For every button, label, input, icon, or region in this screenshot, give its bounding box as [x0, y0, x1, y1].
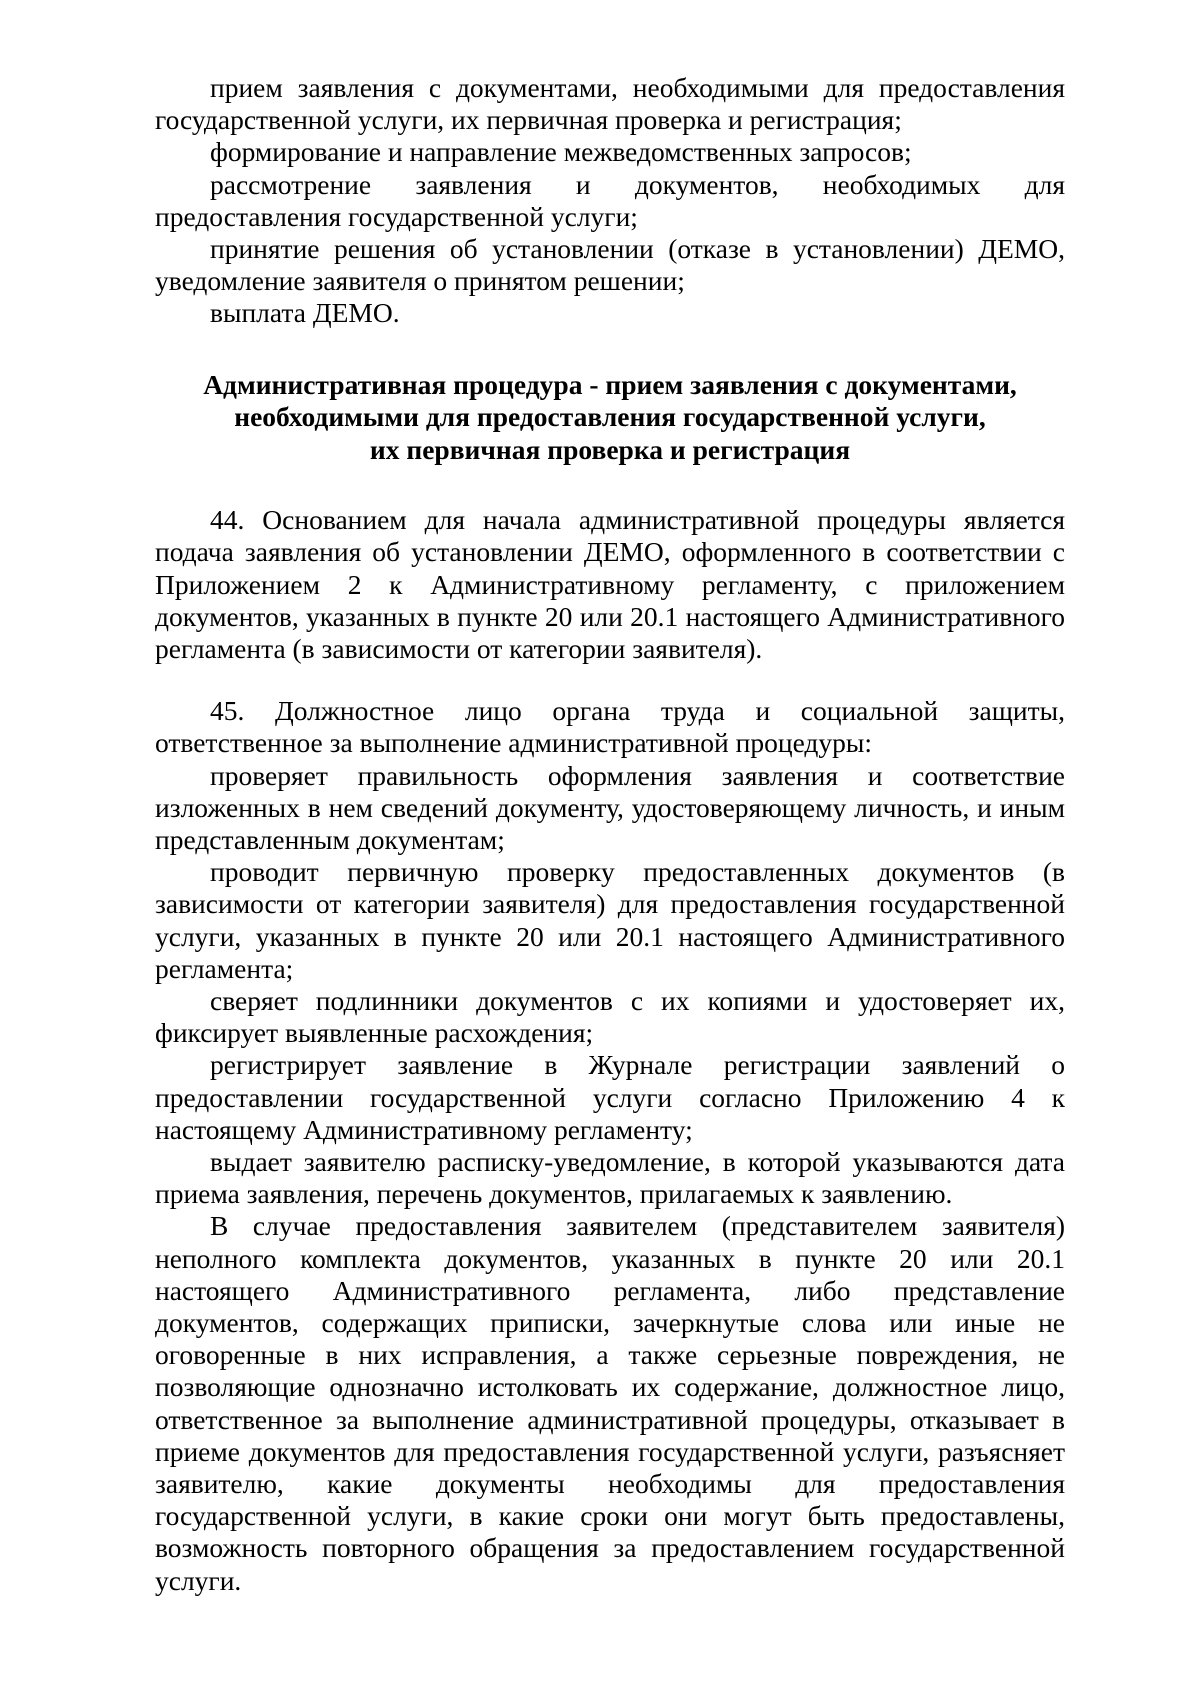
paragraph-45-item: выдает заявителю расписку-уведомление, в которой указываются дата приема заявления, перечень документов, прилагаемых к заявлению. — [155, 1145, 1065, 1210]
paragraph-45-item: регистрирует заявление в Журнале регистрации заявлений о предоставлении государственной услуги согласно Приложению 4 к настоящему Административному регламенту; — [155, 1049, 1065, 1145]
paragraph-45-intro: 45. Должностное лицо органа труда и социальной защиты, ответственное за выполнение административной процедуры: — [155, 695, 1065, 759]
paragraph-45-item: сверяет подлинники документов с их копиями и удостоверяет их, фиксирует выявленные расхождения; — [155, 984, 1065, 1049]
heading-line: необходимыми для предоставления государственной услуги, — [234, 401, 986, 433]
heading-line: их первичная проверка и регистрация — [369, 433, 851, 465]
heading-line: Административная процедура - прием заявления с документами, — [203, 368, 1017, 400]
intro-item: выплата ДЕМО. — [210, 297, 400, 329]
intro-item: принятие решения об установлении (отказе в установлении) ДЕМО, уведомление заявителя о принятом решении; — [155, 233, 1065, 297]
paragraph-45-item: проводит первичную проверку предоставленных документов (в зависимости от категории заявителя) для предоставления государственной услуги, указанных в пункте 20 или 20.1 настоящего Административного регламента; — [155, 856, 1065, 984]
intro-item: рассмотрение заявления и документов, необходимых для предоставления государственной услуги; — [155, 168, 1065, 232]
section-heading — [155, 369, 1065, 467]
paragraph-45-item: проверяет правильность оформления заявления и соответствие изложенных в нем сведений документу, удостоверяющему личность, и иным представленным документам; — [155, 759, 1065, 855]
paragraph-45-refusal: В случае предоставления заявителем (представителем заявителя) неполного комплекта документов, указанных в пункте 20 или 20.1 настоящего Административного регламента, либо представление документов, содержащих приписки, зачеркнутые слова или иные не оговоренные в них исправления, а также серьезные повреждения, не позволяющие однозначно истолковать их содержание, должностное лицо, ответственное за выполнение административной процедуры, отказывает в приеме документов для предоставления государственной услуги, разъясняет заявителю, какие документы необходимы для предоставления государственной услуги, в какие сроки они могут быть предоставлены, возможность повторного обращения за предоставлением государственной услуги. — [155, 1210, 1065, 1596]
intro-item: прием заявления с документами, необходимыми для предоставления государственной услуги, их первичная проверка и регистрация; — [155, 72, 1065, 136]
document-page — [155, 72, 1065, 1597]
paragraph-44: 44. Основанием для начала административной процедуры является подача заявления об установлении ДЕМО, оформленного в соответствии с Приложением 2 к Административному регламенту, с приложением документов, указанных в пункте 20 или 20.1 настоящего Административного регламента (в зависимости от категории заявителя). — [155, 504, 1065, 664]
paragraph-gap — [155, 665, 1065, 695]
intro-item: формирование и направление межведомственных запросов; — [210, 136, 912, 168]
